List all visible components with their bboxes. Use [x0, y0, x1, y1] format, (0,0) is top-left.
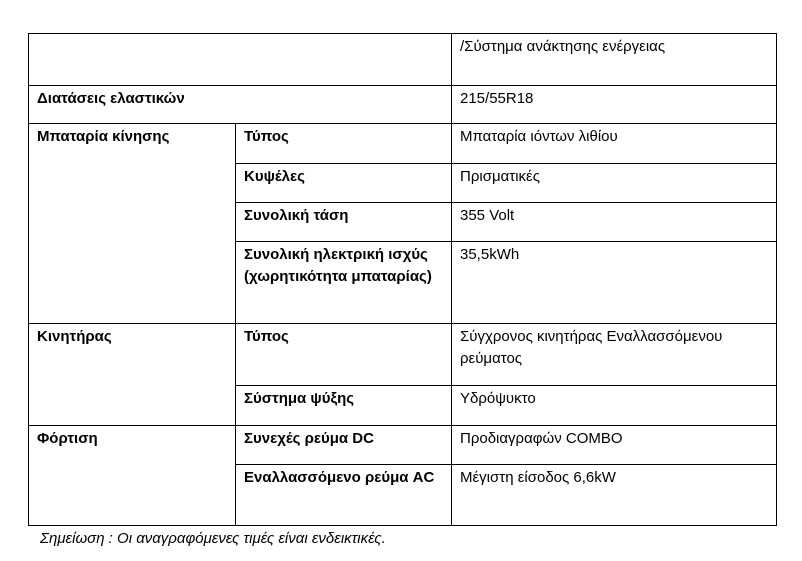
battery-cells-key: Κυψέλες [236, 164, 452, 203]
battery-type-key: Τύπος [236, 124, 452, 164]
charging-dc-key: Συνεχές ρεύμα DC [236, 426, 452, 465]
motor-cooling-key: Σύστημα ψύξης [236, 386, 452, 426]
table-row-motor-type [29, 324, 777, 386]
battery-cells-value: Πρισματικές [452, 164, 777, 203]
charging-section-label: Φόρτιση [29, 426, 236, 526]
charging-dc-value: Προδιαγραφών COMBO [452, 426, 777, 465]
battery-capacity-value: 35,5kWh [452, 242, 777, 324]
motor-section-label: Κινητήρας [29, 324, 236, 426]
energy-recovery-label-cell [29, 34, 452, 86]
battery-type-value: Μπαταρία ιόντων λιθίου [452, 124, 777, 164]
footnote: Σημείωση : Οι αναγραφόμενες τιμές είναι ενδεικτικές. [40, 530, 386, 547]
battery-capacity-key: Συνολική ηλεκτρική ισχύς (χωρητικότητα μπαταρίας) [236, 242, 452, 324]
table-row-energy-recovery [29, 34, 777, 86]
battery-section-label: Μπαταρία κίνησης [29, 124, 236, 324]
table-row-battery-type [29, 124, 777, 164]
battery-voltage-key: Συνολική τάση [236, 203, 452, 242]
motor-type-value: Σύγχρονος κινητήρας Εναλλασσόμενου ρεύματος [452, 324, 777, 386]
energy-recovery-value-cell: /Σύστημα ανάκτησης ενέργειας [452, 34, 777, 86]
tires-value: 215/55R18 [452, 86, 777, 124]
motor-type-key: Τύπος [236, 324, 452, 386]
table-row-charging-dc [29, 426, 777, 465]
spec-table [28, 33, 777, 526]
battery-voltage-value: 355 Volt [452, 203, 777, 242]
tires-label: Διατάσεις ελαστικών [29, 86, 452, 124]
charging-ac-key: Εναλλασσόμενο ρεύμα AC [236, 465, 452, 526]
charging-ac-value: Μέγιστη είσοδος 6,6kW [452, 465, 777, 526]
motor-cooling-value: Υδρόψυκτο [452, 386, 777, 426]
table-row-tires [29, 86, 777, 124]
